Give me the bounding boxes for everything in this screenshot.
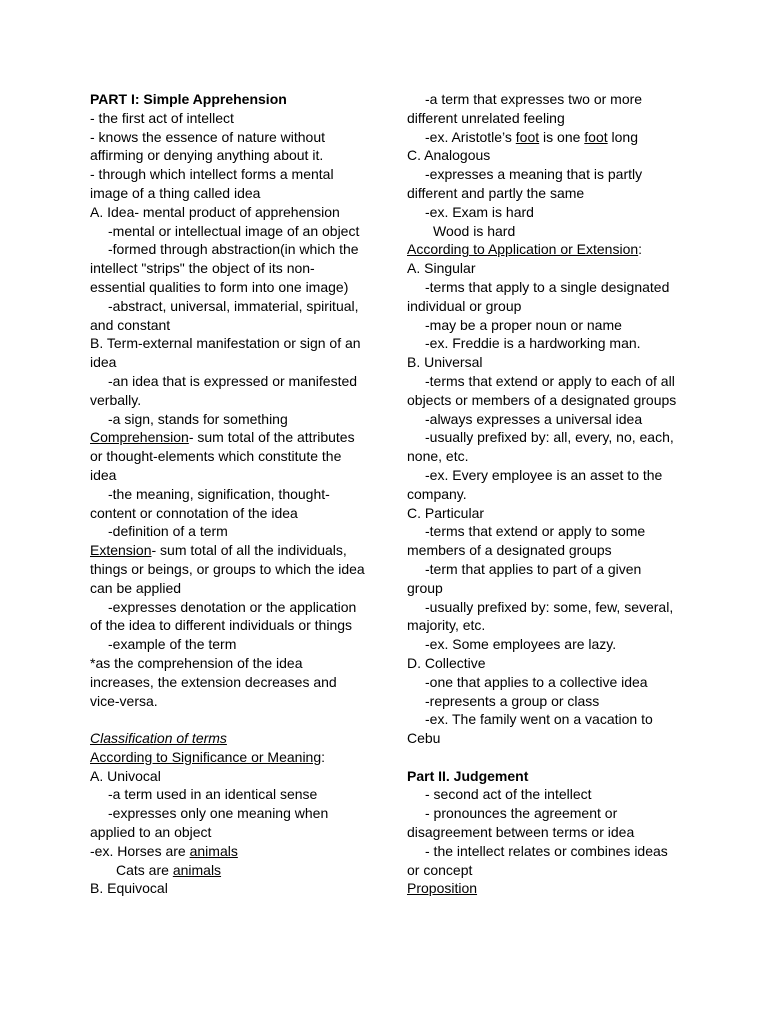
text-line: intellect "strips" the object of its non-	[90, 260, 315, 277]
text-line: -one that applies to a collective idea	[425, 673, 648, 690]
text-line: -ex. Freddie is a hardworking man.	[425, 335, 641, 352]
text-line: different unrelated feeling	[407, 109, 565, 126]
text-line	[90, 748, 375, 767]
text-line: things or beings, or groups to which the idea	[90, 560, 365, 577]
text-line: -abstract, universal, immaterial, spiritual,	[108, 297, 359, 314]
text-line: group	[407, 579, 443, 596]
text-line: -terms that extend or apply to some	[425, 523, 646, 540]
text-line: - pronounces the agreement or	[425, 805, 618, 822]
text-line: A. Univocal	[90, 767, 161, 784]
text-line: Cebu	[407, 730, 441, 747]
text-line: Classification of terms	[90, 730, 227, 747]
text-line: -definition of a term	[108, 523, 228, 540]
text-line: B. Term-external manifestation or sign of an	[90, 335, 361, 352]
underlined-term: Comprehension	[90, 429, 189, 446]
text-line: applied to an object	[90, 824, 212, 841]
underlined-term: According to Significance or Meaning	[90, 748, 322, 765]
right-column	[407, 90, 692, 898]
text-line: essential qualities to form into one image)	[90, 278, 349, 295]
text-line: -a term that expresses two or more	[425, 91, 643, 107]
text-line: B. Universal	[407, 354, 483, 371]
text-line: and constant	[90, 316, 171, 333]
text-line: different and partly the same	[407, 184, 585, 201]
text-line: can be applied	[90, 579, 182, 596]
underlined-term: animals	[172, 861, 222, 878]
text-line: verbally.	[90, 391, 142, 408]
text-line: idea	[90, 466, 117, 483]
text-line: -the meaning, signification, thought-	[108, 485, 330, 502]
text-line: vice-versa.	[90, 692, 158, 709]
text-line: increases, the extension decreases and	[90, 673, 337, 690]
text-line: company.	[407, 485, 467, 502]
underlined-term: Extension	[90, 542, 152, 559]
text-span: -ex. Aristotle’s	[425, 128, 516, 145]
text-line: majority, etc.	[407, 617, 486, 634]
text-line: - the intellect relates or combines ideas	[425, 842, 668, 859]
text-line: - the first act of intellect	[90, 109, 234, 126]
text-line: -term that applies to part of a given	[425, 560, 642, 577]
text-line: or thought-elements which constitute the	[90, 448, 342, 465]
text-line: - through which intellect forms a mental	[90, 166, 334, 183]
text-span: :	[638, 241, 643, 258]
text-line: none, etc.	[407, 448, 469, 465]
text-line: -ex. Some employees are lazy.	[425, 636, 617, 653]
text-line: disagreement between terms or idea	[407, 824, 635, 841]
underlined-term: foot	[584, 128, 608, 145]
text-line: -always expresses a universal idea	[425, 410, 643, 427]
text-line: objects or members of a designated groups	[407, 391, 677, 408]
text-line	[90, 541, 375, 560]
text-line: of the idea to different individuals or things	[90, 617, 353, 634]
text-line: -expresses a meaning that is partly	[425, 166, 643, 183]
text-line: -ex. Every employee is an asset to the	[425, 466, 663, 483]
underlined-term: According to Application or Extension	[407, 241, 639, 258]
text-line	[90, 861, 375, 880]
text-line: -mental or intellectual image of an object	[108, 222, 360, 239]
blank-line	[90, 710, 375, 729]
text-line: -terms that apply to a single designated	[425, 278, 670, 295]
text-line	[407, 240, 692, 259]
text-line: or concept	[407, 861, 473, 878]
text-line: - second act of the intellect	[425, 786, 592, 803]
blank-line	[407, 748, 692, 767]
underlined-term: animals	[189, 842, 238, 859]
text-span: Cats are	[116, 861, 173, 878]
text-line: -may be a proper noun or name	[425, 316, 622, 333]
text-line: C. Analogous	[407, 147, 491, 164]
text-line: -represents a group or class	[425, 692, 600, 709]
text-line: *as the comprehension of the idea	[90, 654, 303, 671]
text-span: - sum total of the attributes	[188, 429, 355, 446]
text-line: -formed through abstraction(in which the	[108, 241, 359, 258]
text-line: -a term used in an identical sense	[108, 786, 318, 803]
text-line: -ex. Exam is hard	[425, 203, 534, 220]
text-line: C. Particular	[407, 504, 485, 521]
text-line: A. Idea- mental product of apprehension	[90, 203, 340, 220]
text-line	[90, 428, 375, 447]
underlined-term: foot	[515, 128, 540, 145]
text-line: -usually prefixed by: some, few, several,	[425, 598, 674, 615]
text-span: long	[607, 128, 638, 145]
text-line: B. Equivocal	[90, 880, 168, 897]
text-line	[407, 128, 692, 147]
text-line: -an idea that is expressed or manifested	[108, 372, 358, 389]
text-line: D. Collective	[407, 654, 486, 671]
text-line: individual or group	[407, 297, 522, 314]
text-line	[90, 842, 375, 861]
left-column	[90, 90, 375, 898]
text-line: -terms that extend or apply to each of all	[425, 372, 675, 389]
text-line: -example of the term	[108, 636, 237, 653]
section-heading: PART I: Simple Apprehension	[90, 91, 287, 107]
text-line: -expresses only one meaning when	[108, 805, 329, 822]
text-line: affirming or denying anything about it.	[90, 147, 324, 164]
text-span: :	[321, 748, 326, 765]
text-span: -ex. Horses are	[90, 842, 190, 859]
text-line: -expresses denotation or the application	[108, 598, 357, 615]
section-heading: Part II. Judgement	[407, 767, 529, 784]
text-line: idea	[90, 354, 117, 371]
text-line: Proposition	[407, 880, 478, 897]
text-line: members of a designated groups	[407, 542, 612, 559]
text-line: - knows the essence of nature without	[90, 128, 326, 145]
text-line: Wood is hard	[433, 222, 516, 239]
text-line: -a sign, stands for something	[108, 410, 288, 427]
text-span: is one	[539, 128, 585, 145]
text-line: -usually prefixed by: all, every, no, each,	[425, 429, 674, 446]
text-line: A. Singular	[407, 260, 476, 277]
text-line: image of a thing called idea	[90, 184, 261, 201]
text-span: - sum total of all the individuals,	[151, 542, 347, 559]
text-line: content or connotation of the idea	[90, 504, 298, 521]
text-line: -ex. The family went on a vacation to	[425, 711, 653, 728]
